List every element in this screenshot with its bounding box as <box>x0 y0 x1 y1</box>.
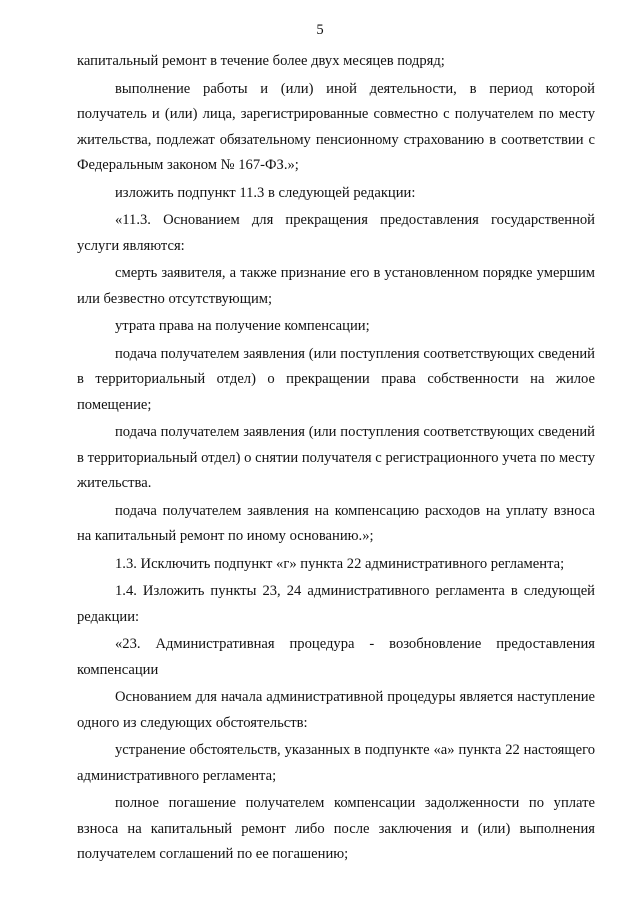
paragraph: подача получателем заявления (или поступления соответствующих сведений в территориальный отдел) о снятии получателя с регистрационного учета по месту жительства. <box>77 424 595 491</box>
paragraph: подача получателем заявления (или поступления соответствующих сведений в территориальный отдел) о прекращении права собственности на жилое помещение; <box>77 345 595 413</box>
paragraph: «23. Административная процедура - возобновление предоставления компенсации <box>77 636 595 678</box>
paragraph: 1.3. Исключить подпункт «г» пункта 22 административного регламента; <box>115 555 565 572</box>
paragraph: устранение обстоятельств, указанных в подпункте «а» пункта 22 настоящего административного регламента; <box>77 742 595 784</box>
paragraph: полное погашение получателем компенсации задолженности по уплате взноса на капитальный ремонт либо после заключения и (или) выполнения получателем соглашений по ее погашению; <box>77 795 595 862</box>
paragraph: «11.3. Основанием для прекращения предоставления государственной услуги являются: <box>77 212 595 254</box>
page-number: 5 <box>316 22 324 38</box>
paragraph: утрата права на получение компенсации; <box>115 318 370 334</box>
paragraph: выполнение работы и (или) иной деятельности, в период которой получатель и (или) лица, зарегистрированные совместно с получателем по месту жительства, подлежат обязательному пенсионному страхованию в соответствии с Федеральным законом № 167-ФЗ.»; <box>77 80 595 173</box>
document-body <box>77 49 595 868</box>
paragraph: 1.4. Изложить пункты 23, 24 административного регламента в следующей редакции: <box>77 583 595 625</box>
paragraph-continuation: капитальный ремонт в течение более двух месяцев подряд; <box>77 53 445 69</box>
paragraph: Основанием для начала административной процедуры является наступление одного из следующих обстоятельств: <box>77 689 595 731</box>
paragraph: подача получателем заявления на компенсацию расходов на уплату взноса на капитальный ремонт по иному основанию.»; <box>77 502 595 544</box>
paragraph: смерть заявителя, а также признание его в установленном порядке умершим или безвестно отсутствующим; <box>77 265 595 307</box>
paragraph: изложить подпункт 11.3 в следующей редакции: <box>115 184 416 201</box>
